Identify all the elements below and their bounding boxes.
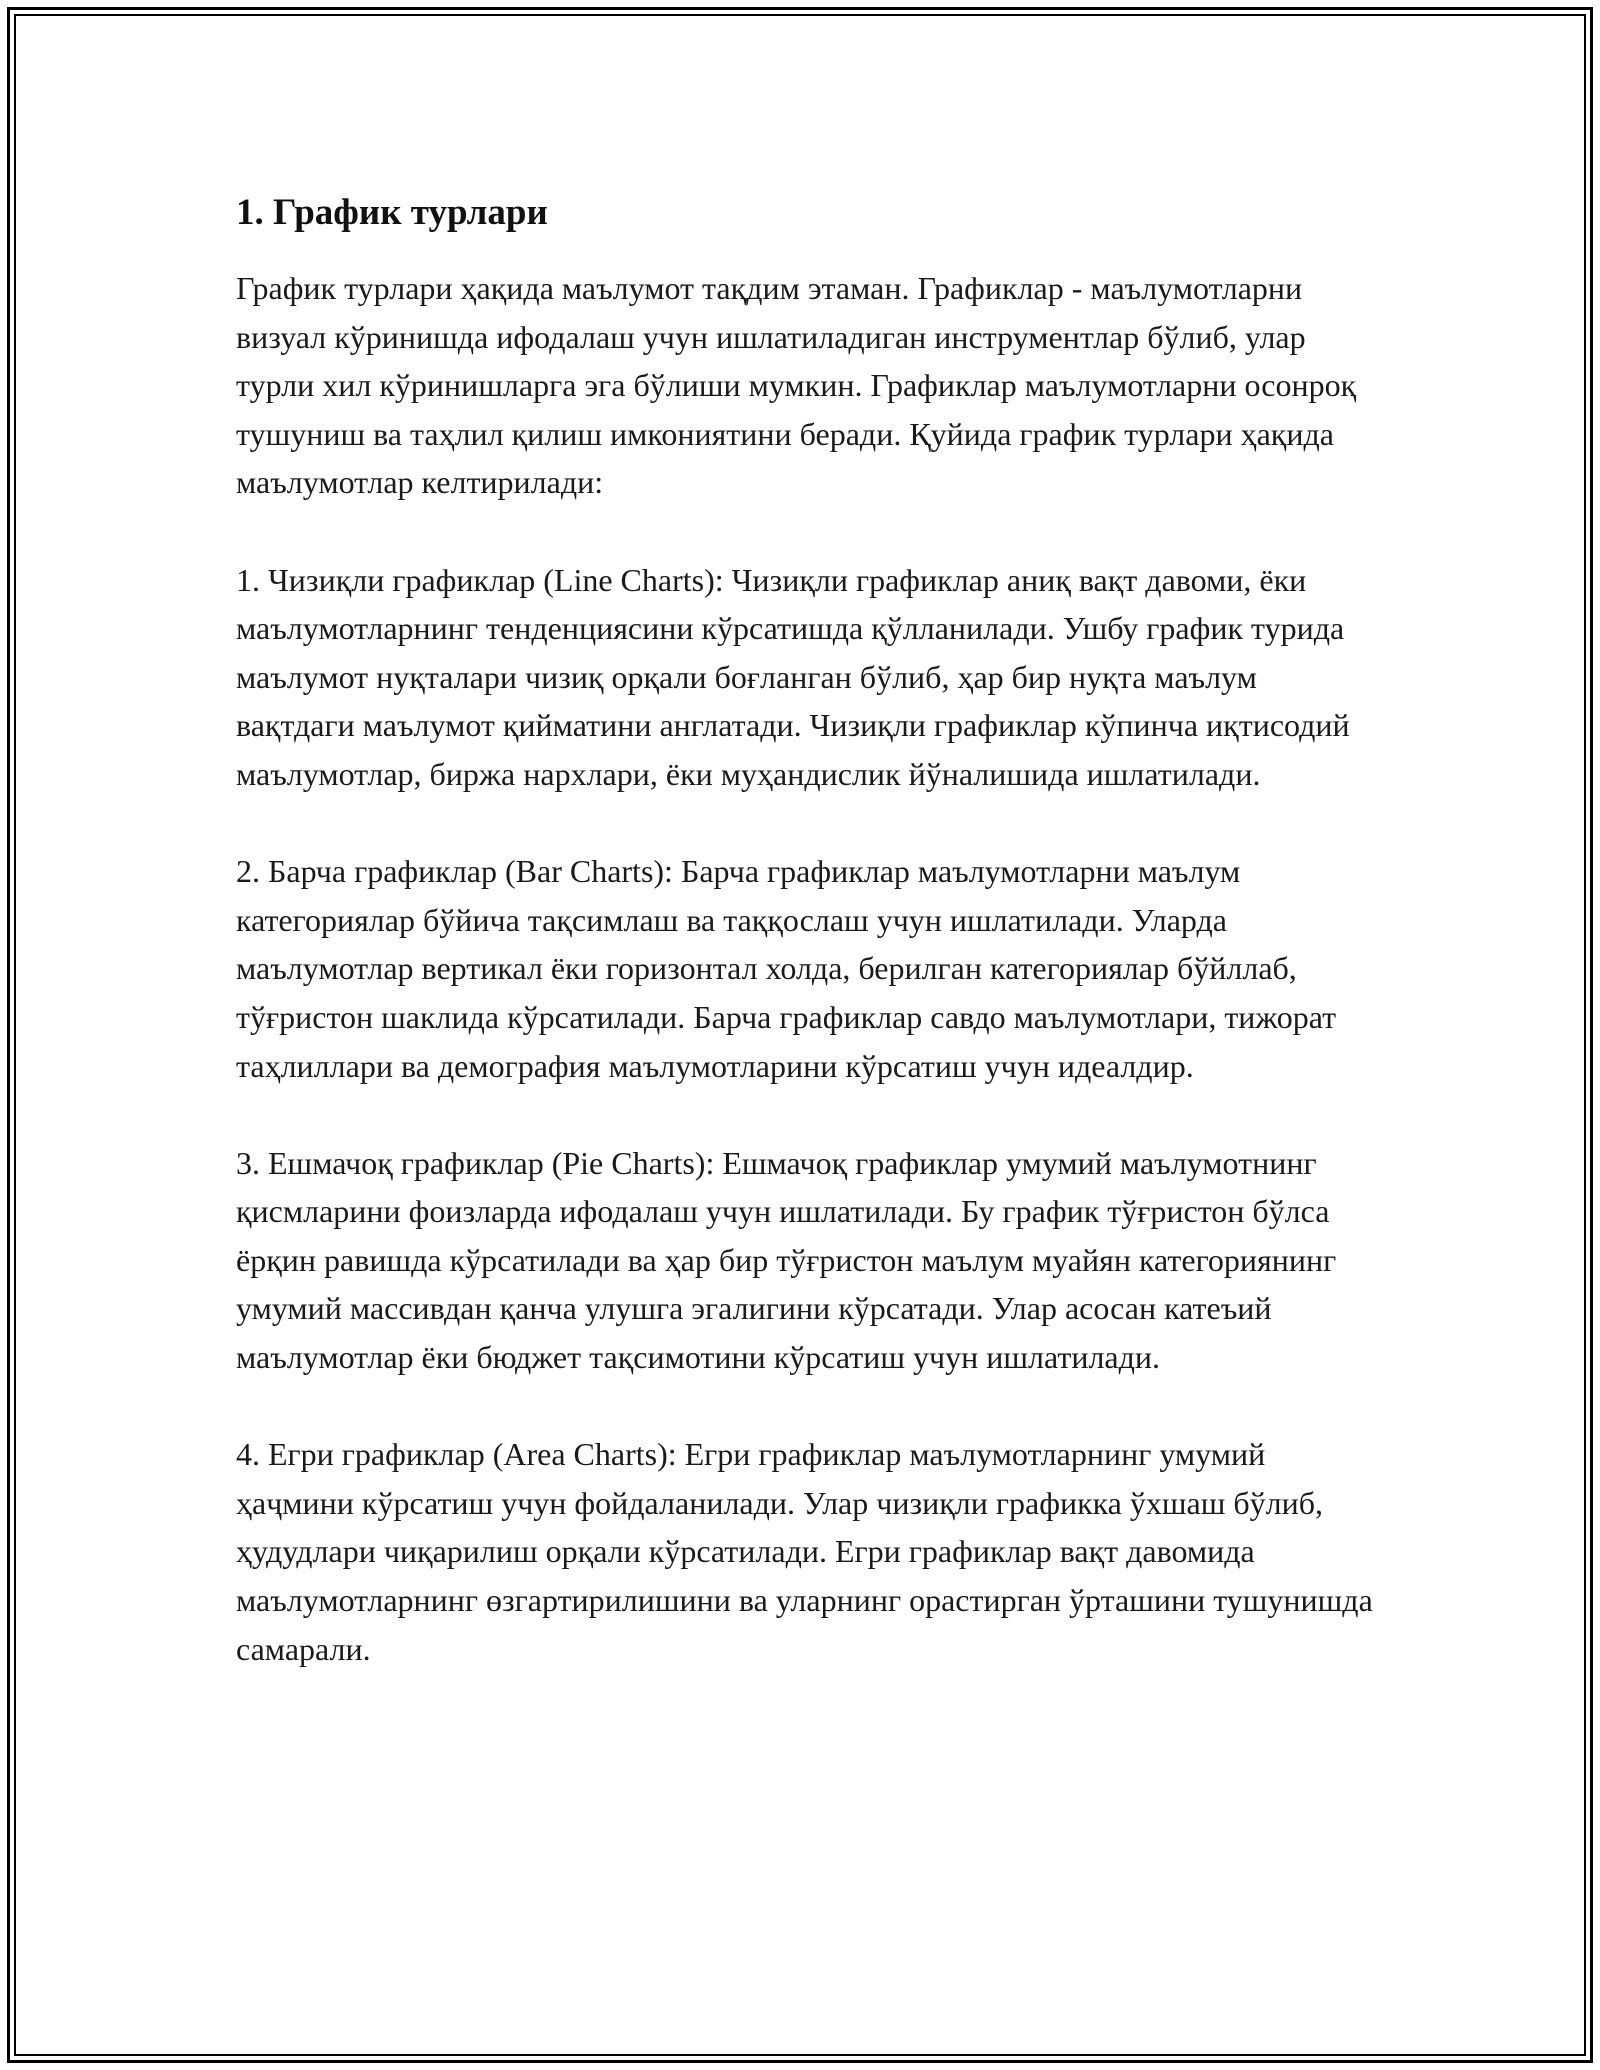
list-item-pie-charts: 3. Ешмачоқ графиклар (Pie Charts): Ешмачоқ графиклар умумий маълумотнинг қисмларини фоизларда ифодалаш учун ишлатилади. Бу график тўғристон бўлса ёрқин равишда кўрсатилади ва ҳар бир тўғристон маълум муайян категориянинг умумий массивдан қанча улушга эгалигини кўрсатади. Улар асосан катеъий маълумотлар ёки бюджет тақсимотини кўрсатиш учун ишлатилади. [236,1144,1337,1376]
list-item-line-charts: 1. Чизиқли графиклар (Line Charts): Чизиқли графиклар аниқ вақт давоми, ёки маълумотларнинг тенденциясини кўрсатишда қўлланилади. Ушбу график турида маълумот нуқталари чизиқ орқали боғланган бўлиб, ҳар бир нуқта маълум вақтдаги маълумот қийматини англатади. Чизиқли графиклар кўпинча иқтисодий маълумотлар, биржа нархлари, ёки муҳандислик йўналишида ишлатилади. [236,561,1350,792]
paragraph-gap [236,507,1376,556]
list-item-bar-charts: 2. Барча графиклар (Bar Charts): Барча графиклар маълумотларни маълум категориялар бўйича тақсимлаш ва таққослаш учун ишлатилади. Уларда маълумотлар вертикал ёки горизонтал холда, берилган категориялар бўйллаб, тўғристон шаклида кўрсатилади. Барча графиклар савдо маълумотлари, тижорат таҳлиллари ва демография маълумотларини кўрсатиш учун идеалдир. [236,853,1337,1084]
paragraph-gap [236,799,1376,848]
paragraph-gap [236,1382,1376,1431]
document-body [236,186,1376,1673]
intro-paragraph: График турлари ҳақида маълумот тақдим этаман. Графиклар - маълумотларни визуал кўринишда ифодалаш учун ишлатиладиган инструментлар бўлиб, улар турли хил кўринишларга эга бўлиши мумкин. Графиклар маълумотларни осонроқ тушуниш ва таҳлил қилиш имкониятини беради. Қуйида график турлари ҳақида маълумотлар келтирилади: [236,270,1357,501]
document-title: 1. График турлари [236,192,548,233]
paragraph-gap [236,1090,1376,1139]
list-item-area-charts: 4. Егри графиклар (Area Charts): Егри графиклар маълумотларнинг умумий ҳаҷмини кўрсатиш учун фойдаланилади. Улар чизиқли графикка ўхшаш бўлиб, ҳудудлари чиқарилиш орқали кўрсатилади. Егри графиклар вақт давомида маълумотларнинг өзгартирилишини ва уларнинг орастирган ўрташини тушунишда самарали. [236,1436,1373,1667]
